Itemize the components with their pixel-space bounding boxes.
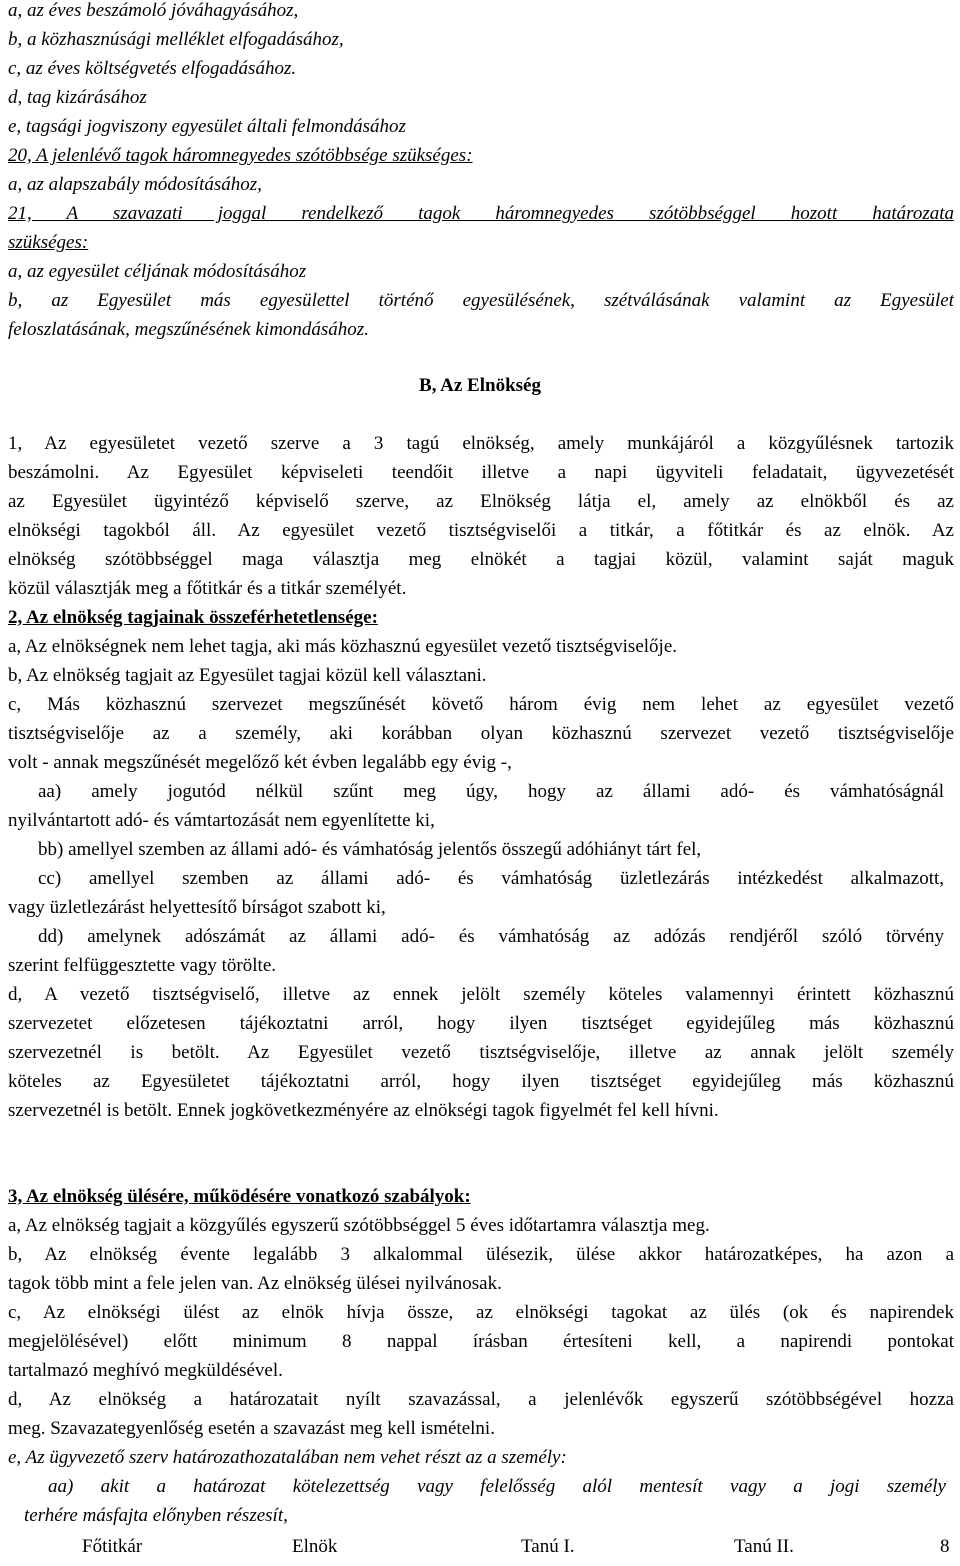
paragraph-line: nyilvántartott adó- és vámtartozását nem egyenlítette ki, [8, 810, 435, 831]
text-line: b, a közhasznúsági melléklet elfogadásához, [8, 29, 344, 50]
paragraph-line: c, Az elnökségi ülést az elnök hívja össze, az elnökségi tagokat az ülés (ok és napirendek [8, 1302, 954, 1323]
paragraph-line: az Egyesület ügyintéző képviselő szerve, az Elnökség látja el, amely az elnökből és az [8, 491, 954, 512]
chapter-title: B, Az Elnökség [419, 375, 541, 396]
paragraph-line: a, Az elnökségnek nem lehet tagja, aki más közhasznú egyesület vezető tisztségviselője. [8, 636, 677, 657]
paragraph-line: cc) amellyel szemben az állami adó- és vámhatóság üzletlezárás intézkedést alkalmazott, [38, 868, 944, 889]
paragraph-line: dd) amelynek adószámát az állami adó- és vámhatóság az adózás rendjéről szóló törvény [38, 926, 944, 947]
text-line: c, az éves költségvetés elfogadásához. [8, 58, 297, 79]
paragraph-line: c, Más közhasznú szervezet megszűnését követő három évig nem lehet az egyesület vezető [8, 694, 954, 715]
paragraph-line: b, Az elnökség tagjait az Egyesület tagjai közül kell választani. [8, 665, 487, 686]
paragraph-line: szervezetet előzetesen tájékoztatni arról, hogy ilyen tisztséget egyidejűleg más közhasznú [8, 1013, 954, 1034]
text-line: a, az éves beszámoló jóváhagyásához, [8, 0, 299, 21]
paragraph-line: bb) amellyel szemben az állami adó- és vámhatóság jelentős összegű adóhiányt tárt fel, [38, 839, 702, 860]
signature-label: Tanú II. [734, 1536, 794, 1557]
text-line: e, Az ügyvezető szerv határozathozatalában nem vehet részt az a személy: [8, 1447, 567, 1468]
paragraph-line: vagy üzletlezárást helyettesítő bírságot szabott ki, [8, 897, 386, 918]
paragraph-line: b, Az elnökség évente legalább 3 alkalommal ülésezik, ülése akkor határozatképes, ha azon a [8, 1244, 954, 1265]
paragraph-line: meg. Szavazategyenlőség esetén a szavazást meg kell ismételni. [8, 1418, 495, 1439]
paragraph-line: tisztségviselője az a személy, aki korábban olyan közhasznú szervezet vezető tisztségviselője [8, 723, 954, 744]
paragraph-line: a, Az elnökség tagjait a közgyűlés egyszerű szótöbbséggel 5 éves időtartamra választja meg. [8, 1215, 710, 1236]
text-line: aa) akit a határozat kötelezettség vagy felelősség alól mentesít vagy a jogi személy [48, 1476, 946, 1497]
section-heading: 20, A jelenlévő tagok háromnegyedes szótöbbsége szükséges: [8, 145, 473, 166]
paragraph-line: megjelölésével) előtt minimum 8 nappal írásban értesíteni kell, a napirendi pontokat [8, 1331, 954, 1352]
signature-label: Elnök [292, 1536, 338, 1557]
signature-label: Főtitkár [82, 1536, 143, 1557]
paragraph-line: tartalmazó meghívó megküldésével. [8, 1360, 283, 1381]
paragraph-line: közül választják meg a főtitkár és a titkár személyét. [8, 578, 407, 599]
paragraph-line: elnökség szótöbbséggel maga választja meg elnökét a tagjai közül, valamint saját maguk [8, 549, 954, 570]
paragraph-line: tagok több mint a fele jelen van. Az elnökség ülései nyilvánosak. [8, 1273, 502, 1294]
paragraph-line: köteles az Egyesületet tájékoztatni arról, hogy ilyen tisztséget egyidejűleg más közhasznú [8, 1071, 954, 1092]
signature-label: Tanú I. [521, 1536, 575, 1557]
paragraph-line: beszámolni. Az Egyesület képviseleti teendőit illetve a napi ügyviteli feladatait, ügyvezetését [8, 462, 954, 483]
text-line: b, az Egyesület más egyesülettel történő egyesülésének, szétválásának valamint az Egyesület [8, 290, 954, 311]
text-line: feloszlatásának, megszűnésének kimondásához. [8, 319, 369, 340]
text-line: e, tagsági jogviszony egyesület általi felmondásához [8, 116, 406, 137]
text-line: a, az alapszabály módosításához, [8, 174, 262, 195]
paragraph-line: volt - annak megszűnését megelőző két évben legalább egy évig -, [8, 752, 512, 773]
section-heading: 3, Az elnökség ülésére, működésére vonatkozó szabályok: [8, 1186, 471, 1207]
signature-footer [0, 1536, 960, 1566]
paragraph-line: elnökségi tagokból áll. Az egyesület vezető tisztségviselői a titkár, a főtitkár és az elnök. Az [8, 520, 954, 541]
section-heading: 2, Az elnökség tagjainak összeférhetetlensége: [8, 607, 378, 628]
paragraph-line: aa) amely jogutód nélkül szűnt meg úgy, hogy az állami adó- és vámhatóságnál [38, 781, 944, 802]
paragraph-line: 1, Az egyesületet vezető szerve a 3 tagú elnökség, amely munkájáról a közgyűlésnek tartozik [8, 433, 954, 454]
text-line: terhére másfajta előnyben részesít, [24, 1505, 288, 1526]
page-number: 8 [940, 1536, 950, 1557]
paragraph-line: szervezetnél is betölt. Ennek jogkövetkezményére az elnökségi tagok figyelmét fel kell hívni. [8, 1100, 719, 1121]
text-line: a, az egyesület céljának módosításához [8, 261, 307, 282]
text-line: d, tag kizárásához [8, 87, 147, 108]
paragraph-line: szervezetnél is betölt. Az Egyesület vezető tisztségviselője, illetve az annak jelölt személy [8, 1042, 954, 1063]
section-heading: szükséges: [8, 232, 89, 253]
paragraph-line: d, A vezető tisztségviselő, illetve az ennek jelölt személy köteles valamennyi érintett közhasznú [8, 984, 954, 1005]
section-heading: 21, A szavazati joggal rendelkező tagok háromnegyedes szótöbbséggel hozott határozata [8, 203, 954, 224]
paragraph-line: d, Az elnökség a határozatait nyílt szavazással, a jelenlévők egyszerű szótöbbségével hozza [8, 1389, 954, 1410]
paragraph-line: szerint felfüggesztette vagy törölte. [8, 955, 277, 976]
